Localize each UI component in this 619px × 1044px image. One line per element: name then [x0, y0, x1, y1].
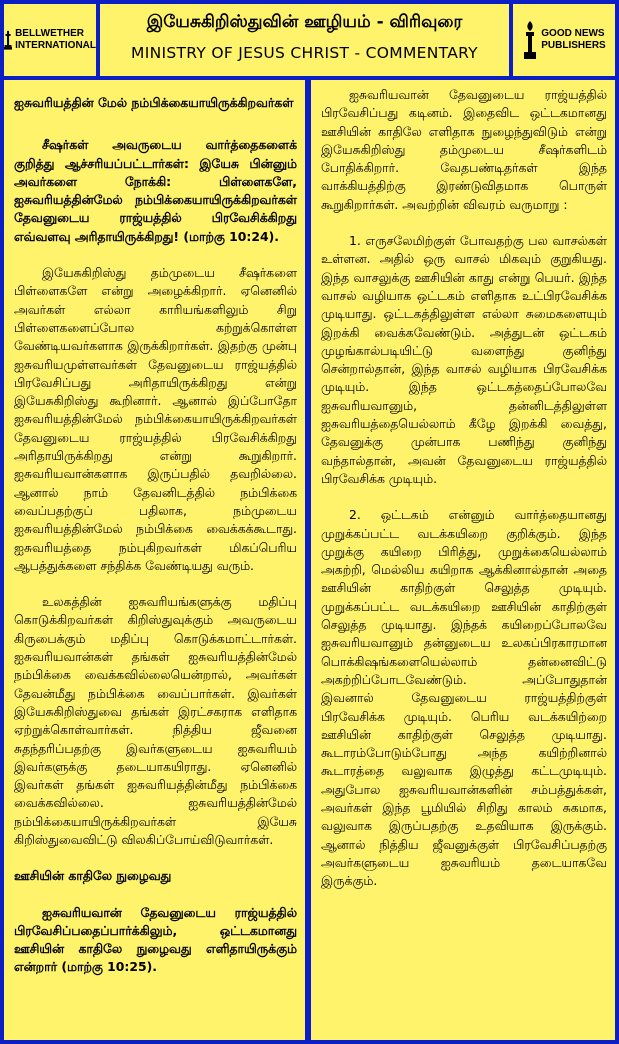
page-header [100, 4, 509, 76]
good-news-publishers-logo [513, 4, 615, 76]
section-heading-eye-of-needle: ஊசியின் காதிலே நுழைவது [14, 868, 172, 884]
scripture-quote-mark-10-25: ஐசுவரியவான் தேவனுடைய ராஜ்யத்தில் பிரவேசிப்பதைப்பார்க்கிலும், ஒட்டகமானது ஊசியின் காதிலே நுழைவது எளிதாயிருக்கும் என்றார் (மாற்கு 10:25). [14, 904, 297, 975]
left-logo-line-1: BELLWETHER [15, 28, 84, 39]
scripture-quote-mark-10-24: சீஷர்கள் அவருடைய வார்த்தைகளைக் குறித்து ஆச்சரியப்பட்டார்கள்: இயேசு பின்னும் அவர்களை நோக்கி: பிள்ளைகளே, ஐசுவரியத்தின்மேல் நம்பிக்கையாயிருக்கிறவர்கள் தேவனுடைய ராஜ்யத்தில் பிரவேசிக்கிறது எவ்வளவு அரிதாயிருக்கிறது! (மாற்கு 10:24). [14, 137, 297, 244]
right-column [311, 80, 615, 1040]
torch-icon [522, 20, 538, 60]
right-logo-line-1: GOOD NEWS [541, 28, 605, 39]
section-heading-trust-in-riches: ஐசுவரியத்தின் மேல் நம்பிக்கையாயிருக்கிறவர்கள் [14, 95, 294, 110]
left-logo-line-2: INTERNATIONAL [15, 40, 96, 51]
bellwether-logo [4, 4, 96, 76]
paragraph: ஐசுவரியவான் தேவனுடைய ராஜ்யத்தில் பிரவேசிப்பது கடினம். இதைவிட ஒட்டகமானது ஊசியின் காதிலே எளிதாக நுழைந்துவிடும் என்று இயேசுகிறிஸ்து தம்முடைய சீஷர்களிடம் போதிக்கிறார். வேதபண்டிதர்கள் இந்த வாக்கியத்திற்கு இரண்டுவிதமாக பொருள் கூறுகிறார்கள். அவற்றின் விவரம் வருமாறு : [321, 87, 607, 212]
lamp-icon [4, 20, 12, 60]
paragraph: உலகத்தின் ஐசுவரியங்களுக்கு மதிப்பு கொடுக்கிறவர்கள் கிறிஸ்துவுக்கும் அவருடைய கிருபைக்கும் மதிப்பு கொடுக்கமாட்டார்கள். ஐசுவரியவான்கள் தங்கள் ஐசுவரியத்தின்மேல் நம்பிக்கை வைக்கவில்லையென்றால், அவர்கள் தேவன்மீது நம்பிக்கை வைப்பார்கள். இவர்கள் இயேசுகிறிஸ்துவை தங்கள் இரட்சகராக எளிதாக ஏற்றுக்கொள்வார்கள். நித்திய ஜீவனை சுதந்தரிப்பதற்கு இவர்களுடைய ஐசுவரியம் இவர்களுக்கு தடையாகயிராது. ஏனெனில் இவர்கள் தங்கள் ஐசுவரியத்தின்மீது நம்பிக்கை வைக்கவில்லை. ஐசுவரியத்தின்மேல் நம்பிக்கையாயிருக்கிறவர்கள் இயேசு கிறிஸ்துவைவிட்டு விலகிப்போய்விடுவார்கள். [14, 594, 297, 847]
title-english: MINISTRY OF JESUS CHRIST - COMMENTARY [131, 44, 478, 62]
numbered-point-2: 2. ஒட்டகம் என்னும் வார்த்தையானது முறுக்கப்பட்ட வடக்கயிறை குறிக்கும். இந்த முறுக்கு கயிறை பிரித்து, முறுக்கையெல்லாம் அகற்றி, மெல்லிய கயிறாக ஆக்கினால்தான் அதை ஊசியின் காதிற்குள் செலுத்த முடியும். முறுக்கப்பட்ட வடக்கயிறை ஊசியின் காதிற்குள் செலுத்த முடியாது. இந்தக் கயிறைப்போலவே ஐசுவரியவானும் தன்னுடைய உலகப்பிரகாரமான பொக்கிஷங்களையெல்லாம் தன்னைவிட்டு அகற்றிப்போடவேண்டும். அப்போதுதான் இவனால் தேவனுடைய ராஜ்யத்திற்குள் பிரவேசிக்க முடியும். பெரிய வடக்கயிற்றை ஊசியின் காதிற்குள் செலுத்த முடியாது. கூடாரம்போடும்போது அந்த கயிற்றினால் கூடாரத்தை வலுவாக இழுத்து கட்டமுடியும். அதுபோல ஐசுவரியவான்களின் சம்பத்துக்கள், அவர்கள் இந்த பூமியில் சிறிது காலம் சுகமாக, வலுவாக இருப்பதற்கு உதவியாக இருக்கும். ஆனால் நித்திய ஜீவனுக்குள் பிரவேசிப்பதற்கு அவர்களுடைய ஐசுவரியம் தடையாகவே இருக்கும். [321, 507, 607, 889]
paragraph: இயேசுகிறிஸ்து தம்முடைய சீஷர்களை பிள்ளைகளே என்று அழைக்கிறார். ஏனெனில் அவர்கள் எல்லா காரியங்களிலும் சிறு பிள்ளைகளைப்போல கற்றுக்கொள்ள வேண்டியவர்களாக இருக்கிறார்கள். இதற்கு முன்பு ஐசுவரியமுள்ளவர்கள் தேவனுடைய ராஜ்யத்தில் பிரவேசிப்பது அரிதாயிருக்கிறது என்று இயேசுகிறிஸ்து கூறினார். ஆனால் இப்போதோ ஐசுவரியத்தின்மேல் நம்பிக்கையாயிருக்கிறவர்கள் தேவனுடைய ராஜ்யத்தில் பிரவேசிக்கிறது அரிதாயிருக்கிறது என்று கூறுகிறார். ஐசுவரியவான்களாக இருப்பதில் தவறில்லை. ஆனால் நாம் தேவனிடத்தில் நம்பிக்கை வைப்பதற்குப் பதிலாக, நம்முடைய ஐசுவரியத்தின்மேல் நம்பிக்கை வைக்கக்கூடாது. ஐசுவரியத்தை நம்புகிறவர்கள் மிகப்பெரிய ஆபத்துக்களை சந்திக்க வேண்டியது வரும். [14, 265, 297, 573]
title-tamil: இயேசுகிறிஸ்துவின் ஊழியம் - விரிவுரை [146, 12, 463, 32]
right-logo-line-2: PUBLISHERS [541, 40, 606, 51]
numbered-point-1: 1. எருசலேமிற்குள் போவதற்கு பல வாசல்கள் உள்ளன. அதில் ஒரு வாசல் மிகவும் குறுகியது. இந்த வாசலுக்கு ஊசியின் காது என்று பெயர். இந்த வாசல் வழியாக ஒட்டகம் எளிதாக உட்பிரவேசிக்க முடியாது. ஒட்டகத்திலுள்ள எல்லா சுமைகளையும் இறக்கி வைக்கவேண்டும். அத்துடன் ஒட்டகம் முழங்கால்படியிட்டு வளைந்து குனிந்து சென்றால்தான், இந்த வாசல் வழியாக பிரவேசிக்க முடியும். இந்த ஒட்டகத்தைப்போலவே ஐசுவரியவானும், தன்னிடத்திலுள்ள ஐசுவரியத்தையெல்லாம் கீழே இறக்கி வைத்து, தேவனுக்கு முன்பாக பணிந்து குனிந்து வந்தால்தான், அவன் தேவனுடைய ராஜ்யத்தில் பிரவேசிக்க முடியும். [321, 233, 607, 486]
left-column [4, 80, 305, 1040]
